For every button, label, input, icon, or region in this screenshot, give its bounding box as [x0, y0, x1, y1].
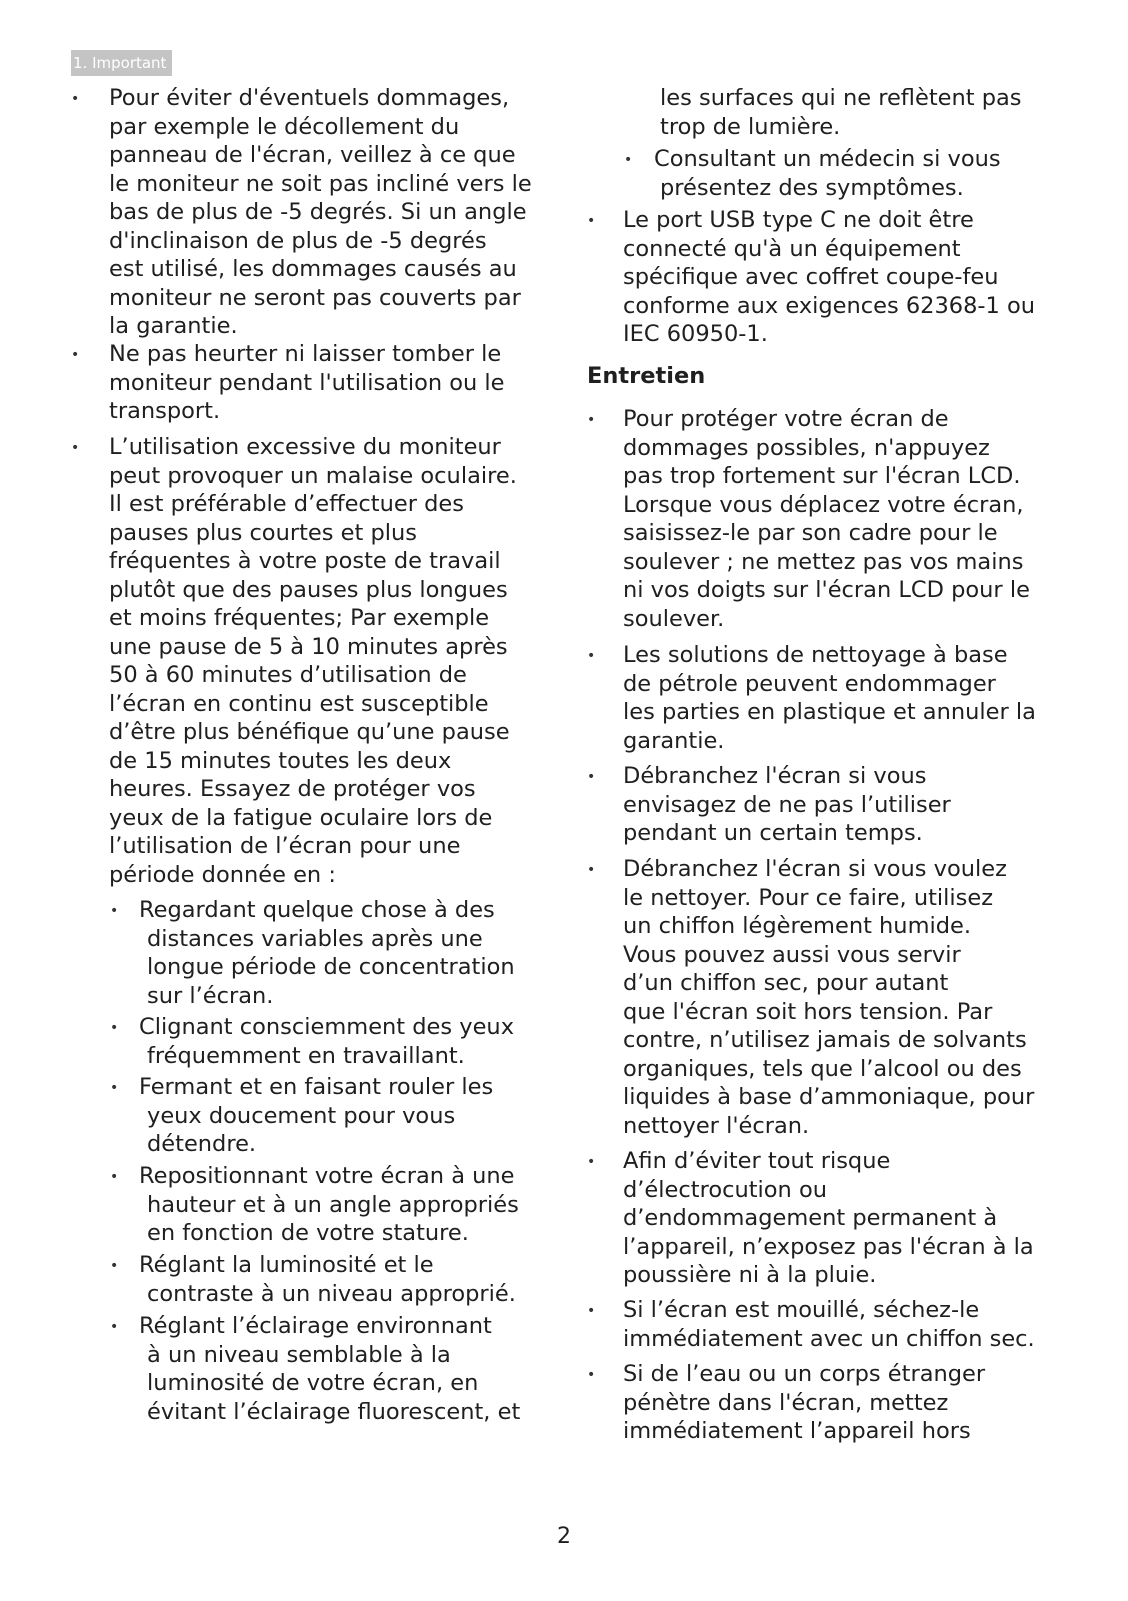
list-item-line: la garantie. [109, 313, 238, 339]
list-item-line: période donnée en : [109, 861, 336, 888]
list-item-line: le moniteur ne soit pas incliné vers le [109, 170, 532, 197]
list-item-line: immédiatement l’appareil hors [623, 1418, 971, 1444]
sub-list-item-line: détendre. [147, 1131, 257, 1157]
sub-list-item-line: contraste à un niveau approprié. [147, 1280, 516, 1307]
sub-list-item-line: yeux doucement pour vous [147, 1102, 456, 1129]
list-item-line: peut provoquer un malaise oculaire. [109, 462, 517, 489]
list-item-line: heures. Essayez de protéger vos [109, 776, 476, 802]
bullet-dot: • [587, 1367, 596, 1383]
list-item-line: d’être plus bénéfique qu’une pause [109, 719, 510, 745]
list-item-line: panneau de l'écran, veillez à ce que [109, 142, 516, 168]
list-item-line: plutôt que des pauses plus longues [109, 576, 508, 603]
list-item-line: d’endommagement permanent à [623, 1205, 998, 1231]
list-item-line: contre, n’utilisez jamais de solvants [623, 1027, 1027, 1053]
list-item-line: d’électrocution ou [623, 1176, 827, 1203]
sub-list-item-line: Regardant quelque chose à des [139, 897, 495, 923]
bullet-dot: • [587, 648, 596, 664]
list-item-line: soulever. [623, 605, 725, 632]
list-item-line: pas trop fortement sur l'écran LCD. [623, 463, 1021, 489]
list-item-line: saisissez-le par son cadre pour le [623, 520, 998, 546]
list-item-line: 50 à 60 minutes d’utilisation de [109, 662, 467, 688]
list-item-line: les parties en plastique et annuler la [623, 699, 1036, 725]
list-item-line: liquides à base d’ammoniaque, pour [623, 1084, 1035, 1110]
list-item-line: immédiatement avec un chiffon sec. [623, 1325, 1035, 1352]
list-item-line: Les solutions de nettoyage à base [623, 642, 1008, 668]
list-item-line: de pétrole peuvent endommager [623, 670, 996, 697]
list-item-line: IEC 60950-1. [623, 321, 768, 347]
bullet-dot: • [110, 1020, 119, 1036]
list-item-line: pendant un certain temps. [623, 820, 923, 846]
list-item-line: le nettoyer. Pour ce faire, utilisez [623, 884, 994, 911]
list-item-line: Vous pouvez aussi vous servir [623, 941, 961, 968]
list-item-line: Il est préférable d’effectuer des [109, 491, 464, 517]
sub-list-item-line: à un niveau semblable à la [147, 1341, 451, 1368]
list-item-line: par exemple le décollement du [109, 113, 460, 140]
bullet-dot: • [587, 769, 596, 785]
list-item-line: moniteur ne seront pas couverts par [109, 284, 521, 311]
list-item-line: une pause de 5 à 10 minutes après [109, 633, 508, 660]
bullet-dot: • [587, 1303, 596, 1319]
list-item-line: connecté qu'à un équipement [623, 235, 961, 262]
sub-list-item-line: fréquemment en travaillant. [147, 1042, 465, 1069]
list-item-line: Si de l’eau ou un corps étranger [623, 1361, 986, 1387]
bullet-dot: • [110, 1258, 119, 1274]
list-item-line: yeux de la fatigue oculaire lors de [109, 804, 493, 831]
section-tag: 1. Important [71, 50, 172, 76]
sub-list-item-line: Fermant et en faisant rouler les [139, 1074, 494, 1100]
list-item-line: dommages possibles, n'appuyez [623, 434, 990, 461]
list-item-line: organiques, tels que l’alcool ou des [623, 1055, 1022, 1082]
list-item-line: Débranchez l'écran si vous [623, 763, 927, 789]
bullet-dot: • [110, 903, 119, 919]
list-item-line: spécifique avec coffret coupe-feu [623, 264, 999, 290]
bullet-dot: • [71, 91, 80, 107]
bullet-dot: • [110, 1319, 119, 1335]
list-item-line: de 15 minutes toutes les deux [109, 747, 452, 774]
list-item-line: nettoyer l'écran. [623, 1112, 810, 1139]
list-item-line: l’écran en continu est susceptible [109, 690, 489, 717]
list-item-line: Pour éviter d'éventuels dommages, [109, 85, 510, 111]
bullet-dot: • [624, 152, 633, 168]
bullet-dot: • [587, 862, 596, 878]
list-item-line: poussière ni à la pluie. [623, 1262, 877, 1288]
list-item-line: Pour protéger votre écran de [623, 406, 949, 432]
list-item-line: un chiffon légèrement humide. [623, 913, 972, 939]
bullet-dot: • [587, 412, 596, 428]
list-item-line: L’utilisation excessive du moniteur [109, 434, 501, 460]
bullet-dot: • [71, 440, 80, 456]
sub-list-item-line: Réglant la luminosité et le [139, 1252, 434, 1278]
list-item-line: Débranchez l'écran si vous voulez [623, 856, 1007, 882]
continued-line: les surfaces qui ne reflètent pas [660, 85, 1022, 111]
list-item-line: l’appareil, n’exposez pas l'écran à la [623, 1233, 1034, 1260]
list-item-line: soulever ; ne mettez pas vos mains [623, 548, 1024, 575]
list-item-line: transport. [109, 398, 221, 424]
list-item-line: bas de plus de -5 degrés. Si un angle [109, 199, 527, 225]
list-item-line: d'inclinaison de plus de -5 degrés [109, 227, 487, 254]
sub-list-item-line: luminosité de votre écran, en [147, 1370, 479, 1396]
list-item-line: Afin d’éviter tout risque [623, 1148, 891, 1174]
list-item-line: d’un chiffon sec, pour autant [623, 970, 949, 996]
list-item-line: et moins fréquentes; Par exemple [109, 605, 490, 631]
list-item-line: est utilisé, les dommages causés au [109, 256, 517, 282]
sub-list-item-line: Réglant l’éclairage environnant [139, 1313, 492, 1339]
list-item-line: Le port USB type C ne doit être [623, 207, 974, 233]
bullet-dot: • [587, 1154, 596, 1170]
list-item-line: pénètre dans l'écran, mettez [623, 1389, 949, 1416]
list-item-line: pauses plus courtes et plus [109, 519, 417, 546]
list-item-line: ni vos doigts sur l'écran LCD pour le [623, 577, 1030, 603]
bullet-dot: • [110, 1169, 119, 1185]
sub-list-item-line: distances variables après une [147, 925, 483, 952]
bullet-dot: • [587, 213, 596, 229]
list-item-line: l’utilisation de l’écran pour une [109, 833, 461, 859]
sub-list-item-line: longue période de concentration [147, 954, 515, 980]
sub-list-item-line: Consultant un médecin si vous [654, 146, 1001, 172]
list-item-line: Lorsque vous déplacez votre écran, [623, 491, 1024, 518]
sub-list-item-line: Clignant consciemment des yeux [139, 1014, 515, 1040]
list-item-line: moniteur pendant l'utilisation ou le [109, 369, 505, 396]
page-number: 2 [557, 1524, 571, 1549]
section-heading: Entretien [587, 363, 706, 389]
list-item-line: envisagez de ne pas l’utiliser [623, 791, 951, 818]
list-item-line: garantie. [623, 727, 725, 754]
bullet-dot: • [71, 347, 80, 363]
list-item-line: Ne pas heurter ni laisser tomber le [109, 341, 502, 367]
sub-list-item-line: Repositionnant votre écran à une [139, 1163, 515, 1189]
sub-list-item-line: évitant l’éclairage fluorescent, et [147, 1398, 521, 1425]
sub-list-item-line: sur l’écran. [147, 982, 274, 1009]
sub-list-item-line: en fonction de votre stature. [147, 1220, 469, 1246]
list-item-line: Si l’écran est mouillé, séchez-le [623, 1297, 980, 1323]
sub-list-item-line: présentez des symptômes. [660, 174, 964, 201]
continued-line: trop de lumière. [660, 113, 841, 140]
sub-list-item-line: hauteur et à un angle appropriés [147, 1191, 519, 1218]
list-item-line: que l'écran soit hors tension. Par [623, 998, 993, 1025]
list-item-line: fréquentes à votre poste de travail [109, 548, 501, 574]
list-item-line: conforme aux exigences 62368-1 ou [623, 292, 1036, 319]
bullet-dot: • [110, 1080, 119, 1096]
